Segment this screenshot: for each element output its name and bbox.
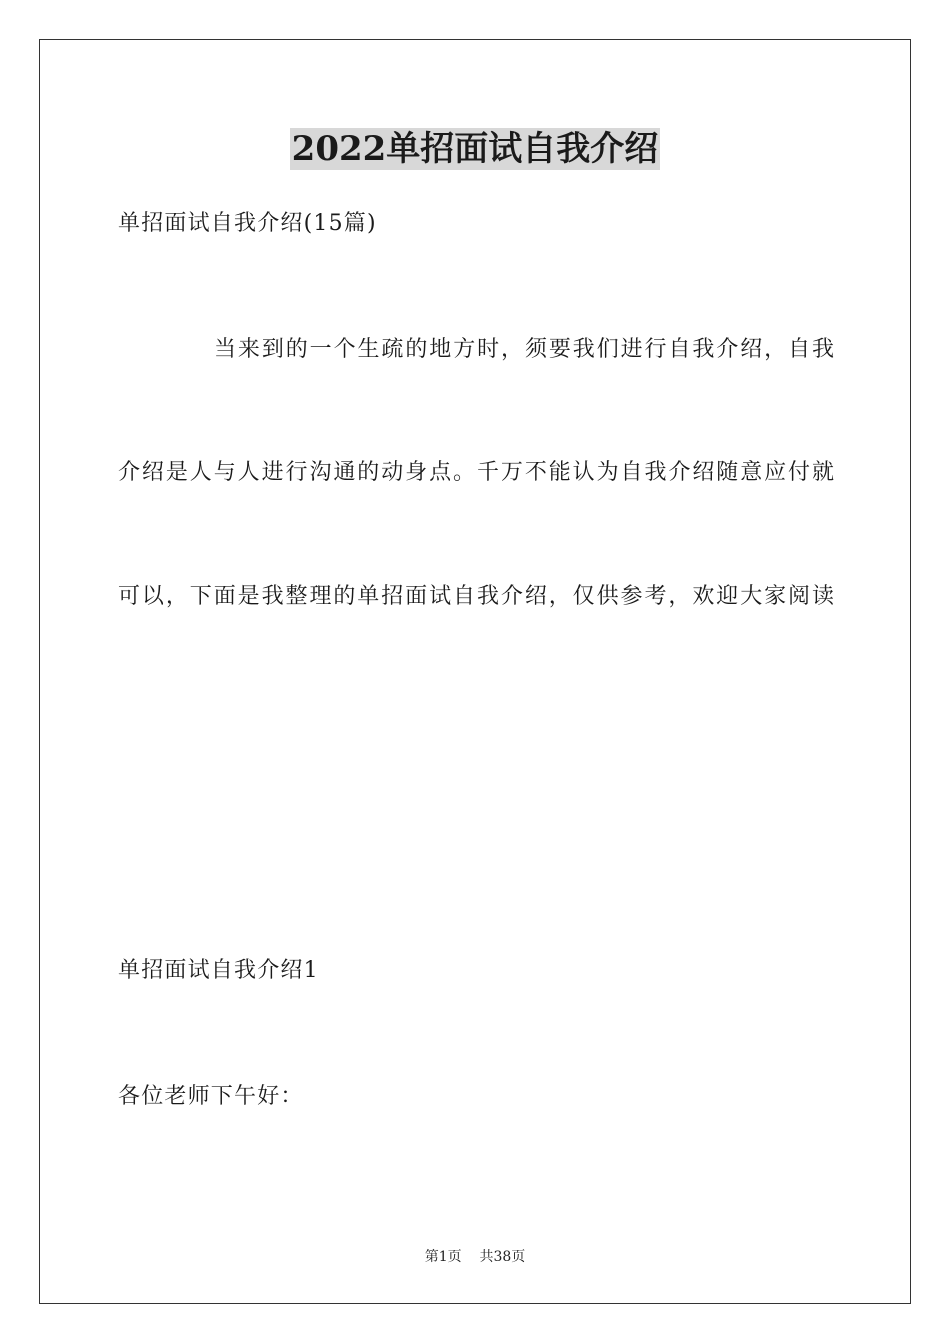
document-title: 2022单招面试自我介绍 [291, 129, 659, 169]
title-container [0, 128, 950, 170]
intro-paragraph-line-1: 当来到的一个生疏的地方时，须要我们进行自我介绍，自我 [214, 337, 834, 362]
page-number-footer: 第1页 共38页 [424, 1249, 526, 1265]
greeting-text: 各位老师下午好： [118, 1084, 304, 1109]
intro-paragraph-line-3: 可以，下面是我整理的单招面试自我介绍，仅供参考，欢迎大家阅读 [118, 584, 834, 609]
section-heading: 单招面试自我介绍1 [118, 958, 319, 983]
document-subtitle: 单招面试自我介绍(15篇) [118, 211, 377, 236]
intro-paragraph-line-2: 介绍是人与人进行沟通的动身点。千万不能认为自我介绍随意应付就 [118, 460, 834, 485]
